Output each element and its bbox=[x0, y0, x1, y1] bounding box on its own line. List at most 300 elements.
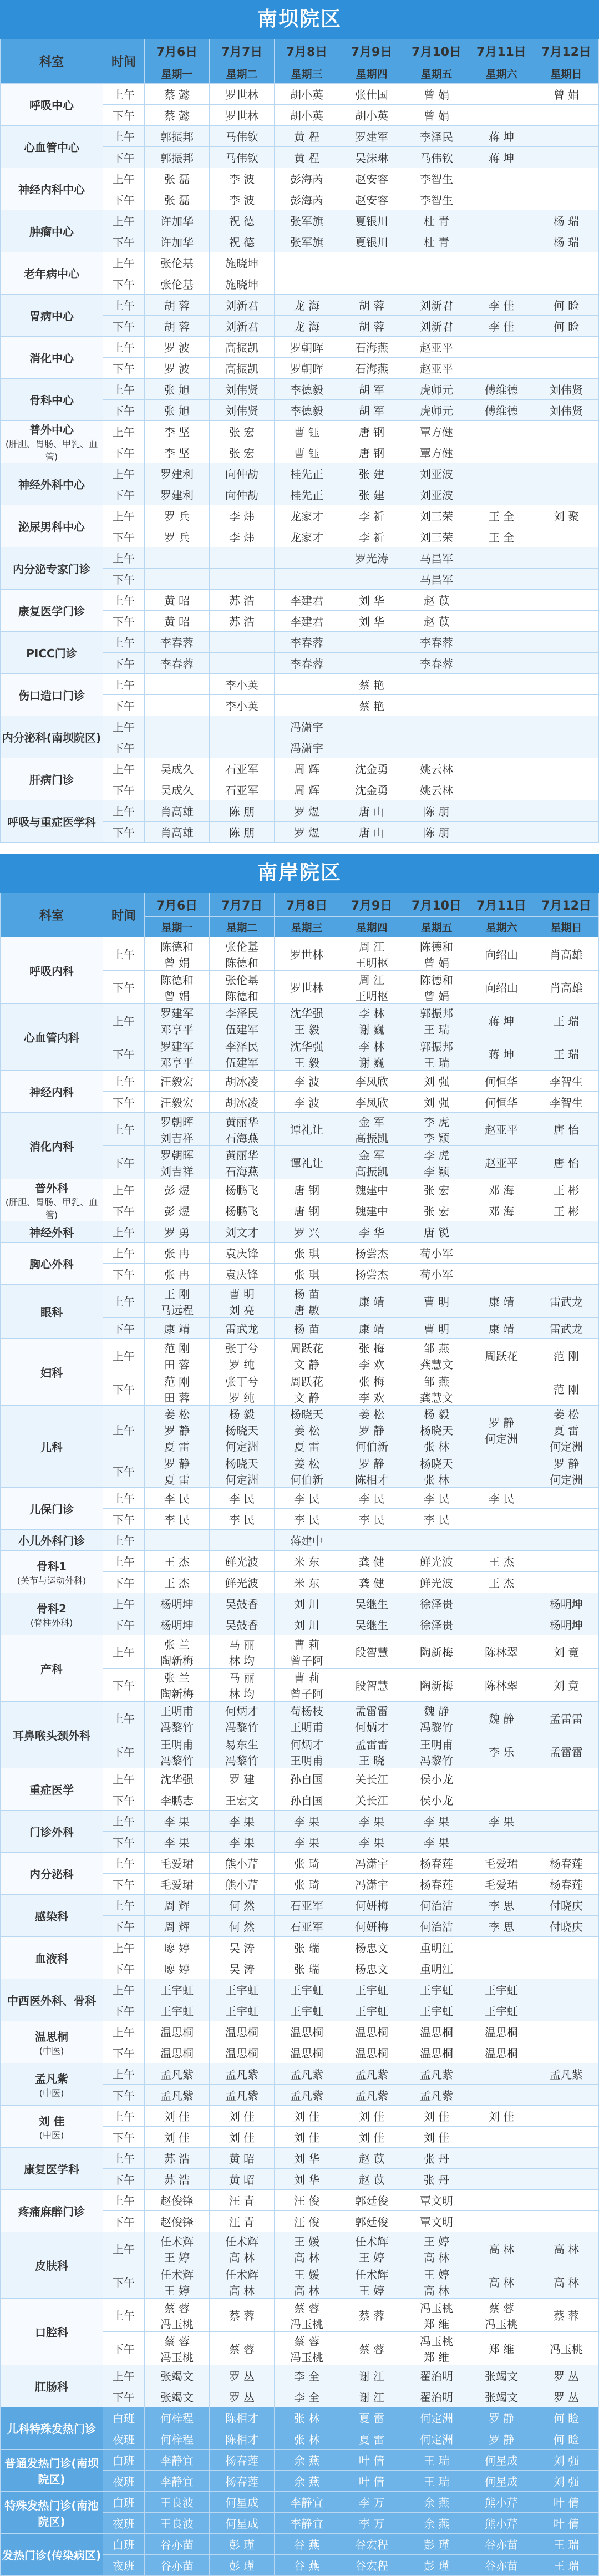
doctor-cell: 唐 钢 bbox=[275, 1200, 339, 1221]
doctor-cell bbox=[534, 526, 599, 547]
doctor-cell: 温思桐 bbox=[404, 2042, 469, 2063]
doctor-cell bbox=[275, 273, 339, 295]
header-date: 7月11日 bbox=[469, 893, 534, 917]
doctor-name: 姜 松 bbox=[358, 1408, 385, 1421]
doctor-cell: 陈 朋 bbox=[404, 800, 469, 822]
doctor-cell bbox=[210, 2232, 275, 2265]
doctor-cell: 杨鹏飞 bbox=[210, 1200, 275, 1221]
doctor-cell bbox=[404, 1406, 469, 1454]
doctor-cell bbox=[469, 2190, 534, 2211]
schedule-row bbox=[1, 210, 599, 231]
time-slot: 白班 bbox=[103, 2450, 145, 2471]
doctor-cell bbox=[469, 653, 534, 674]
doctor-cell: 王宇虹 bbox=[469, 2000, 534, 2021]
doctor-name: 蔡 蓉 bbox=[164, 2334, 190, 2348]
doctor-cell: 何 然 bbox=[210, 1895, 275, 1916]
doctor-cell: 周 辉 bbox=[145, 1895, 210, 1916]
doctor-cell: 石海燕 bbox=[339, 337, 404, 358]
department-label: 骨科1 bbox=[37, 1559, 67, 1573]
doctor-cell: 黄 昭 bbox=[210, 2169, 275, 2190]
doctor-cell: 彭 瑾 bbox=[404, 2534, 469, 2555]
doctor-cell bbox=[210, 1037, 275, 1071]
time-slot: 上午 bbox=[103, 2299, 145, 2332]
doctor-name: 张丁兮 bbox=[225, 1375, 258, 1388]
time-slot: 上午 bbox=[103, 126, 145, 147]
doctor-name: 王 瑞 bbox=[423, 1056, 450, 1069]
doctor-cell: 陈 朋 bbox=[404, 822, 469, 843]
doctor-cell: 桂先正 bbox=[275, 484, 339, 505]
doctor-cell: 王宇虹 bbox=[275, 2000, 339, 2021]
department-name bbox=[1, 379, 103, 421]
time-slot: 下午 bbox=[103, 653, 145, 674]
doctor-cell: 重明江 bbox=[404, 1937, 469, 1958]
doctor-cell: 李 果 bbox=[210, 1811, 275, 1832]
doctor-cell: 吴成久 bbox=[145, 779, 210, 800]
doctor-cell: 赵俊锋 bbox=[145, 2211, 210, 2232]
doctor-name: 李泽民 bbox=[225, 1039, 258, 1053]
doctor-cell: 夏银川 bbox=[339, 231, 404, 252]
doctor-cell: 马伟钦 bbox=[210, 147, 275, 168]
doctor-cell bbox=[404, 1702, 469, 1735]
department-label: 康复医学门诊 bbox=[18, 605, 85, 618]
doctor-cell bbox=[534, 1530, 599, 1551]
doctor-cell bbox=[275, 1702, 339, 1735]
doctor-cell bbox=[145, 1702, 210, 1735]
schedule-row bbox=[1, 2534, 599, 2555]
doctor-name: 曾子阿 bbox=[290, 1654, 323, 1667]
doctor-name: 文 静 bbox=[293, 1357, 320, 1371]
doctor-cell: 高 林 bbox=[534, 2232, 599, 2265]
doctor-cell bbox=[469, 611, 534, 632]
doctor-cell: 何治洁 bbox=[404, 1916, 469, 1937]
doctor-cell: 刘 佳 bbox=[469, 2106, 534, 2127]
header-weekday: 星期四 bbox=[339, 63, 404, 84]
time-slot: 下午 bbox=[103, 2000, 145, 2021]
department-label: 呼吸内科 bbox=[29, 965, 74, 978]
time-slot: 下午 bbox=[103, 611, 145, 632]
doctor-cell bbox=[145, 569, 210, 590]
doctor-cell bbox=[404, 1004, 469, 1037]
doctor-name: 张 林 bbox=[423, 1440, 450, 1453]
doctor-cell bbox=[404, 1113, 469, 1146]
doctor-cell: 胡 军 bbox=[339, 379, 404, 400]
doctor-cell bbox=[404, 273, 469, 295]
doctor-cell: 毛爱珺 bbox=[469, 1874, 534, 1895]
schedule-row bbox=[1, 168, 599, 189]
doctor-cell: 吴 涛 bbox=[210, 1937, 275, 1958]
doctor-cell: 赵俊锋 bbox=[145, 2190, 210, 2211]
doctor-name: 王 毅 bbox=[293, 1056, 320, 1069]
doctor-cell: 李小英 bbox=[210, 674, 275, 695]
doctor-name: 罗 静 bbox=[358, 1457, 385, 1470]
doctor-cell: 汪毅宏 bbox=[145, 1071, 210, 1092]
department-label: 胸心外科 bbox=[29, 1257, 74, 1271]
doctor-cell: 鲜光波 bbox=[404, 1572, 469, 1593]
department-name bbox=[1, 2365, 103, 2407]
doctor-cell bbox=[339, 273, 404, 295]
doctor-name: 范 刚 bbox=[164, 1375, 190, 1388]
doctor-cell: 杨春莲 bbox=[404, 1874, 469, 1895]
department-name bbox=[1, 2063, 103, 2106]
doctor-cell bbox=[534, 716, 599, 737]
doctor-cell bbox=[469, 590, 534, 611]
department-label: 特殊发热门诊(南池院区) bbox=[4, 2498, 99, 2528]
doctor-cell bbox=[534, 800, 599, 822]
doctor-cell: 覃方健 bbox=[404, 442, 469, 463]
doctor-cell bbox=[339, 1146, 404, 1179]
schedule-row bbox=[1, 2450, 599, 2471]
doctor-name: 高 林 bbox=[229, 2284, 255, 2298]
doctor-cell: 龚 健 bbox=[339, 1551, 404, 1572]
doctor-cell bbox=[275, 1669, 339, 1702]
doctor-name: 郭振邦 bbox=[420, 1039, 453, 1053]
doctor-cell: 李 民 bbox=[339, 1509, 404, 1530]
doctor-cell bbox=[275, 1406, 339, 1454]
doctor-name: 夏 雷 bbox=[164, 1473, 190, 1487]
doctor-cell bbox=[534, 1979, 599, 2000]
doctor-cell: 张竭文 bbox=[145, 2365, 210, 2386]
department-label: 发热门诊(传染病区) bbox=[2, 2549, 101, 2562]
doctor-cell: 石海燕 bbox=[339, 358, 404, 379]
doctor-cell bbox=[339, 1702, 404, 1735]
doctor-cell: 李 果 bbox=[404, 1832, 469, 1853]
doctor-cell: 汪 俊 bbox=[275, 2190, 339, 2211]
doctor-name: 罗建军 bbox=[160, 1006, 194, 1020]
doctor-name: 任术辉 bbox=[355, 2234, 388, 2248]
doctor-cell bbox=[404, 252, 469, 273]
doctor-name: 郑 维 bbox=[423, 2350, 450, 2364]
doctor-name: 罗朝晖 bbox=[160, 1115, 194, 1129]
doctor-cell: 祝 德 bbox=[210, 231, 275, 252]
doctor-cell: 王宇虹 bbox=[275, 1979, 339, 2000]
doctor-cell: 高 林 bbox=[534, 2265, 599, 2299]
time-slot: 下午 bbox=[103, 1916, 145, 1937]
department-label: 伤口造口门诊 bbox=[18, 689, 85, 702]
doctor-cell: 姚云林 bbox=[404, 758, 469, 779]
doctor-cell bbox=[210, 971, 275, 1004]
doctor-cell bbox=[469, 758, 534, 779]
doctor-cell: 唐 山 bbox=[339, 822, 404, 843]
doctor-cell: 肖高雄 bbox=[145, 800, 210, 822]
department-label: 产科 bbox=[40, 1662, 63, 1676]
doctor-cell: 付晓庆 bbox=[534, 1895, 599, 1916]
doctor-cell: 蔡 艳 bbox=[339, 695, 404, 716]
doctor-name: 罗 静 bbox=[488, 1416, 515, 1429]
schedule-row bbox=[1, 674, 599, 695]
doctor-cell: 李凤欣 bbox=[339, 1092, 404, 1113]
doctor-cell bbox=[210, 1635, 275, 1669]
time-slot: 下午 bbox=[103, 316, 145, 337]
doctor-cell: 何星成 bbox=[210, 2492, 275, 2513]
department-sub: (肝胆、胃肠、甲乳、血管) bbox=[5, 439, 98, 462]
doctor-name: 杨晓天 bbox=[225, 1457, 258, 1470]
department-name bbox=[1, 1071, 103, 1113]
doctor-cell: 胡冰凌 bbox=[210, 1071, 275, 1092]
doctor-cell: 杨明坤 bbox=[534, 1593, 599, 1614]
doctor-cell: 蒋 坤 bbox=[469, 126, 534, 147]
time-slot: 下午 bbox=[103, 1372, 145, 1406]
doctor-cell: 康 靖 bbox=[469, 1285, 534, 1318]
doctor-cell bbox=[339, 569, 404, 590]
doctor-cell bbox=[469, 674, 534, 695]
doctor-cell bbox=[469, 168, 534, 189]
doctor-cell: 李 思 bbox=[469, 1916, 534, 1937]
doctor-name: 周跃花 bbox=[290, 1375, 323, 1388]
doctor-cell: 孟凡紫 bbox=[404, 2063, 469, 2085]
time-slot: 下午 bbox=[103, 1874, 145, 1895]
schedule-row bbox=[1, 1179, 599, 1200]
doctor-cell: 刘伟贤 bbox=[534, 379, 599, 400]
doctor-cell bbox=[534, 168, 599, 189]
doctor-cell: 孟凡紫 bbox=[339, 2085, 404, 2106]
doctor-cell: 李 波 bbox=[210, 189, 275, 210]
time-slot: 上午 bbox=[103, 1593, 145, 1614]
doctor-cell bbox=[469, 84, 534, 105]
doctor-name: 何定洲 bbox=[550, 1473, 583, 1487]
doctor-name: 高 林 bbox=[229, 2250, 255, 2264]
time-slot: 上午 bbox=[103, 1243, 145, 1264]
doctor-name: 曾 娟 bbox=[164, 989, 190, 1003]
header-date: 7月12日 bbox=[534, 893, 599, 917]
doctor-cell: 蔡 艳 bbox=[339, 674, 404, 695]
doctor-cell: 蔡 蓉 bbox=[210, 2299, 275, 2332]
schedule-row bbox=[1, 421, 599, 442]
doctor-cell: 彭 瑾 bbox=[404, 2555, 469, 2576]
doctor-name: 邹 燕 bbox=[423, 1341, 450, 1355]
doctor-cell: 李 乐 bbox=[469, 1735, 534, 1768]
doctor-cell bbox=[534, 1572, 599, 1593]
department-label: 眼科 bbox=[40, 1306, 63, 1319]
doctor-cell: 陈相才 bbox=[210, 2428, 275, 2450]
doctor-cell: 蒋 坤 bbox=[469, 1037, 534, 1071]
department-label: 皮肤科 bbox=[35, 2259, 68, 2273]
doctor-cell: 张 磊 bbox=[145, 189, 210, 210]
doctor-cell bbox=[534, 547, 599, 569]
doctor-name: 任术辉 bbox=[225, 2268, 258, 2281]
doctor-cell bbox=[210, 1669, 275, 1702]
doctor-cell bbox=[210, 1454, 275, 1488]
doctor-name: 易东生 bbox=[225, 1737, 258, 1751]
doctor-cell: 李 民 bbox=[404, 1509, 469, 1530]
doctor-name: 曾 娟 bbox=[423, 989, 450, 1003]
doctor-cell bbox=[145, 1454, 210, 1488]
doctor-cell: 石亚军 bbox=[275, 1895, 339, 1916]
doctor-cell: 罗 波 bbox=[145, 337, 210, 358]
department-name bbox=[1, 800, 103, 843]
doctor-name: 林 均 bbox=[229, 1687, 255, 1701]
doctor-cell bbox=[534, 2127, 599, 2148]
doctor-cell: 张军旗 bbox=[275, 210, 339, 231]
time-slot: 下午 bbox=[103, 2085, 145, 2106]
department-sub: (中医) bbox=[39, 2045, 64, 2056]
doctor-name: 杨 毅 bbox=[229, 1408, 255, 1421]
doctor-name: 李 欢 bbox=[358, 1391, 385, 1404]
time-slot: 下午 bbox=[103, 358, 145, 379]
doctor-cell: 段智慧 bbox=[339, 1635, 404, 1669]
doctor-cell: 罗 静 bbox=[469, 2428, 534, 2450]
department-label: 妇科 bbox=[40, 1366, 63, 1380]
doctor-cell: 苟小军 bbox=[404, 1243, 469, 1264]
department-label: 心血管中心 bbox=[24, 141, 79, 154]
doctor-cell: 刘新君 bbox=[210, 316, 275, 337]
time-slot: 上午 bbox=[103, 1768, 145, 1789]
doctor-cell bbox=[339, 971, 404, 1004]
doctor-cell bbox=[534, 2021, 599, 2042]
doctor-cell bbox=[469, 2127, 534, 2148]
doctor-cell: 郭振邦 bbox=[145, 126, 210, 147]
doctor-cell bbox=[210, 1146, 275, 1179]
doctor-cell: 翟治明 bbox=[404, 2365, 469, 2386]
doctor-name: 王明甫 bbox=[290, 1720, 323, 1734]
doctor-name: 王 媛 bbox=[293, 2268, 320, 2281]
schedule-row bbox=[1, 800, 599, 822]
department-label: 儿科 bbox=[40, 1441, 63, 1454]
doctor-cell bbox=[404, 1735, 469, 1768]
doctor-cell: 许加华 bbox=[145, 210, 210, 231]
doctor-cell bbox=[145, 547, 210, 569]
time-slot: 夜班 bbox=[103, 2555, 145, 2576]
doctor-cell: 张 宏 bbox=[210, 421, 275, 442]
doctor-name: 马 丽 bbox=[229, 1671, 255, 1685]
doctor-name: 冯黎竹 bbox=[160, 1720, 194, 1734]
doctor-cell: 孙自国 bbox=[275, 1768, 339, 1789]
doctor-cell: 鲜光波 bbox=[210, 1572, 275, 1593]
doctor-name: 曹 莉 bbox=[293, 1671, 320, 1685]
doctor-cell: 曾 娟 bbox=[404, 105, 469, 126]
doctor-name: 王 婷 bbox=[164, 2250, 190, 2264]
doctor-name: 夏 雷 bbox=[293, 1440, 320, 1453]
doctor-cell: 李 华 bbox=[339, 1221, 404, 1243]
doctor-name: 冯黎竹 bbox=[160, 1753, 194, 1767]
doctor-cell: 段智慧 bbox=[339, 1669, 404, 1702]
doctor-cell bbox=[210, 1113, 275, 1146]
doctor-cell: 罗朝晖 bbox=[275, 337, 339, 358]
department-label: 门诊外科 bbox=[29, 1825, 74, 1839]
time-slot: 下午 bbox=[103, 1669, 145, 1702]
doctor-cell: 何 睑 bbox=[534, 2407, 599, 2428]
department-name bbox=[1, 1551, 103, 1593]
doctor-cell: 汪 青 bbox=[210, 2211, 275, 2232]
doctor-name: 蔡 蓉 bbox=[293, 2301, 320, 2315]
department-sub: (肝胆、胃肠、甲乳、血管) bbox=[5, 1197, 98, 1220]
doctor-name: 罗 纯 bbox=[229, 1357, 255, 1371]
doctor-cell: 张竭文 bbox=[469, 2386, 534, 2407]
doctor-name: 郑 维 bbox=[423, 2317, 450, 2331]
doctor-cell: 王 瑞 bbox=[534, 2534, 599, 2555]
doctor-name: 陈德和 bbox=[225, 989, 258, 1003]
doctor-name: 王 毅 bbox=[293, 1022, 320, 1036]
doctor-name: 石海燕 bbox=[225, 1164, 258, 1178]
header-weekday: 星期日 bbox=[534, 917, 599, 937]
schedule-row bbox=[1, 379, 599, 400]
doctor-cell: 李 坚 bbox=[145, 421, 210, 442]
doctor-cell: 龙家才 bbox=[275, 526, 339, 547]
doctor-cell bbox=[469, 2299, 534, 2332]
doctor-cell bbox=[275, 547, 339, 569]
doctor-cell: 李 佳 bbox=[469, 295, 534, 316]
doctor-cell bbox=[469, 1832, 534, 1853]
doctor-name: 高振凯 bbox=[355, 1164, 388, 1178]
doctor-name: 刘吉祥 bbox=[160, 1164, 194, 1178]
doctor-cell bbox=[469, 1243, 534, 1264]
doctor-cell: 何治洁 bbox=[404, 1895, 469, 1916]
doctor-cell: 陈相才 bbox=[210, 2407, 275, 2428]
doctor-cell bbox=[339, 1004, 404, 1037]
schedule-row bbox=[1, 1768, 599, 1789]
doctor-cell: 孟雷雷 bbox=[534, 1702, 599, 1735]
doctor-cell: 张 丹 bbox=[404, 2148, 469, 2169]
doctor-cell: 马伟钦 bbox=[210, 126, 275, 147]
doctor-name: 龚慧文 bbox=[420, 1357, 453, 1371]
schedule-row bbox=[1, 1702, 599, 1735]
doctor-cell: 罗 建 bbox=[210, 1768, 275, 1789]
doctor-name: 何定洲 bbox=[485, 1432, 518, 1446]
doctor-cell: 虎师元 bbox=[404, 400, 469, 421]
time-slot: 上午 bbox=[103, 1406, 145, 1454]
doctor-cell bbox=[469, 1530, 534, 1551]
doctor-cell: 翟治明 bbox=[404, 2386, 469, 2407]
department-label: 呼吸中心 bbox=[29, 99, 74, 112]
doctor-cell: 温思桐 bbox=[275, 2042, 339, 2063]
doctor-cell: 谭礼让 bbox=[275, 1146, 339, 1179]
doctor-cell: 何梓程 bbox=[145, 2428, 210, 2450]
doctor-cell: 刘 佳 bbox=[339, 2106, 404, 2127]
department-name bbox=[1, 632, 103, 674]
doctor-cell bbox=[275, 2332, 339, 2365]
doctor-name: 王 媛 bbox=[293, 2234, 320, 2248]
schedule-row bbox=[1, 2299, 599, 2332]
doctor-name: 王 婷 bbox=[358, 2250, 385, 2264]
doctor-cell: 何 睑 bbox=[534, 2428, 599, 2450]
doctor-cell: 李 全 bbox=[275, 2386, 339, 2407]
department-label: 血液科 bbox=[35, 1952, 68, 1965]
doctor-name: 张 林 bbox=[423, 1473, 450, 1487]
doctor-cell: 龙 海 bbox=[275, 295, 339, 316]
doctor-cell bbox=[404, 716, 469, 737]
schedule-row bbox=[1, 2148, 599, 2169]
doctor-cell: 黄 程 bbox=[275, 126, 339, 147]
header-weekday: 星期一 bbox=[145, 63, 210, 84]
doctor-cell bbox=[275, 569, 339, 590]
department-label: 神经外科中心 bbox=[18, 478, 85, 491]
south-title: 南岸院区 bbox=[0, 854, 599, 893]
schedule-row bbox=[1, 590, 599, 611]
header-weekday: 星期二 bbox=[210, 917, 275, 937]
doctor-name: 孟雷雷 bbox=[355, 1704, 388, 1718]
doctor-cell: 王良波 bbox=[145, 2492, 210, 2513]
schedule-row bbox=[1, 1071, 599, 1092]
time-slot: 下午 bbox=[103, 2265, 145, 2299]
doctor-cell bbox=[469, 2085, 534, 2106]
south-section bbox=[0, 854, 599, 2576]
doctor-cell: 王 全 bbox=[469, 505, 534, 526]
department-label: 儿科特殊发热门诊 bbox=[7, 2422, 96, 2436]
doctor-cell: 刘三荣 bbox=[404, 526, 469, 547]
time-slot: 下午 bbox=[103, 1614, 145, 1635]
doctor-cell: 苏 浩 bbox=[145, 2169, 210, 2190]
doctor-cell: 陈 朋 bbox=[210, 800, 275, 822]
doctor-name: 李 林 bbox=[358, 1006, 385, 1020]
department-name bbox=[1, 1811, 103, 1853]
department-name bbox=[1, 1339, 103, 1406]
department-name bbox=[1, 1593, 103, 1635]
doctor-cell bbox=[339, 1113, 404, 1146]
doctor-name: 何炳才 bbox=[355, 1720, 388, 1734]
doctor-cell: 刘伟贤 bbox=[210, 379, 275, 400]
doctor-cell: 石亚军 bbox=[210, 758, 275, 779]
department-name bbox=[1, 2190, 103, 2232]
doctor-cell: 孟雷雷 bbox=[534, 1735, 599, 1768]
